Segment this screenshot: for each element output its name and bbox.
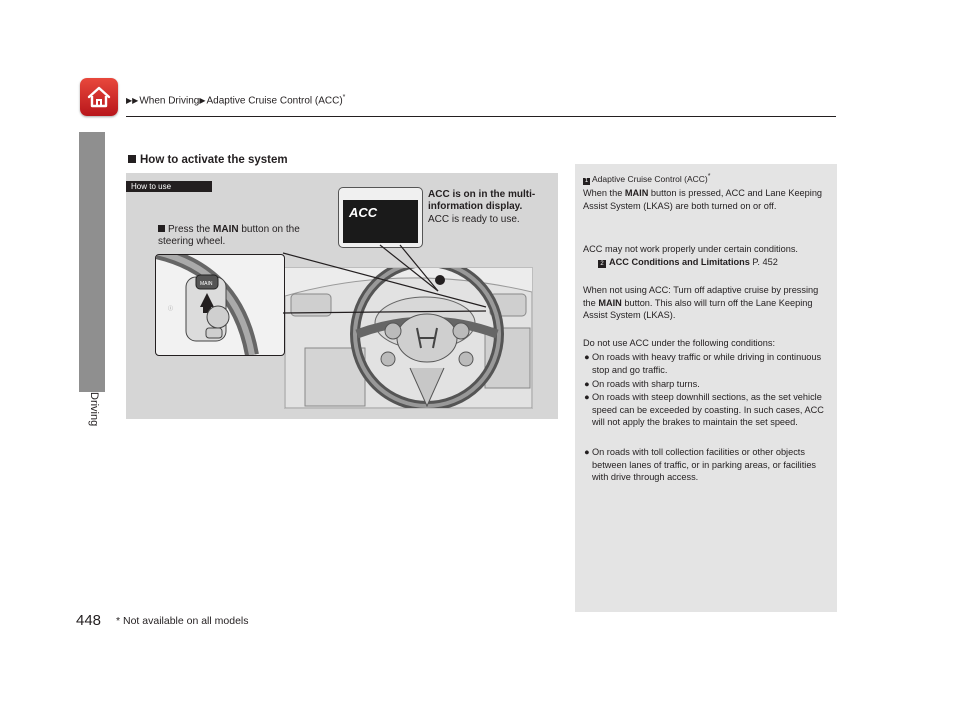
svg-text:ⓘ: ⓘ <box>168 306 174 312</box>
acc-on-callout: ACC is on in the multi-information display. <box>428 189 536 212</box>
note-paragraph-conditions: ACC may not work properly under certain conditions. <box>583 244 798 254</box>
note-cross-reference[interactable]: 2 ACC Conditions and Limitations P. 452 <box>598 256 828 269</box>
footnote: * Not available on all models <box>116 615 249 627</box>
note-bullet-item: ● On roads with sharp turns. <box>584 379 700 389</box>
breadcrumb-arrow-icon: ▶▶ <box>126 96 139 106</box>
breadcrumb-link-when-driving[interactable]: When Driving <box>139 95 200 107</box>
press-main-callout: Press the MAIN button on the steering wheel. <box>158 224 300 247</box>
breadcrumb <box>126 94 345 106</box>
availability-mark: * <box>342 94 346 101</box>
bullet-dot-icon: ● <box>584 352 590 362</box>
note-marker-icon: 1 <box>584 177 589 184</box>
note-paragraph-do-not-use: Do not use ACC under the following conditions: <box>583 338 776 348</box>
acc-indicator: ACC <box>349 205 378 220</box>
note-paragraph-main-button: When the MAIN button is pressed, ACC and Lane Keeping Assist System (LKAS) are both turned on or off. <box>583 188 823 211</box>
note-bullet-item: ● On roads with toll collection facilities or other objects between lanes of traffic, or in parking areas, or facilities with drive through access. <box>584 447 817 482</box>
note-title: 1 Adaptive Cruise Control (ACC)* <box>584 172 711 184</box>
bullet-dot-icon: ● <box>584 447 590 457</box>
breadcrumb-arrow-icon: ▶ <box>199 96 206 106</box>
home-icon <box>85 83 113 111</box>
reference-icon: 2 <box>598 260 606 268</box>
section-heading: How to activate the system <box>128 154 288 166</box>
chapter-tab[interactable] <box>79 132 105 392</box>
note-bullet-item: ● On roads with heavy traffic or while driving in continuous stop and go traffic. <box>584 352 822 375</box>
note-bullet-item: ● On roads with steep downhill sections, as the set vehicle speed can be exceeded by coasting. In such cases, ACC will not apply the brakes to maintain the set speed. <box>584 392 824 427</box>
header-divider <box>126 116 836 117</box>
bullet-dot-icon: ● <box>584 379 590 389</box>
bullet-dot-icon: ● <box>584 392 590 402</box>
note-paragraph-turn-off: When not using ACC: Turn off adaptive cruise by pressing the MAIN button. This also will turn off the Lane Keeping Assist System (LKAS). <box>583 285 819 320</box>
home-button[interactable] <box>80 78 118 116</box>
how-to-use-badge: How to use <box>126 181 212 192</box>
callout-square-icon <box>158 225 165 232</box>
breadcrumb-current: Adaptive Cruise Control (ACC) <box>206 95 343 107</box>
page-number: 448 <box>76 612 102 629</box>
chapter-label: Driving <box>88 392 100 427</box>
heading-square-icon <box>128 155 136 163</box>
button-main-label: MAIN <box>200 281 213 287</box>
acc-ready-callout: ACC is ready to use. <box>428 214 520 225</box>
